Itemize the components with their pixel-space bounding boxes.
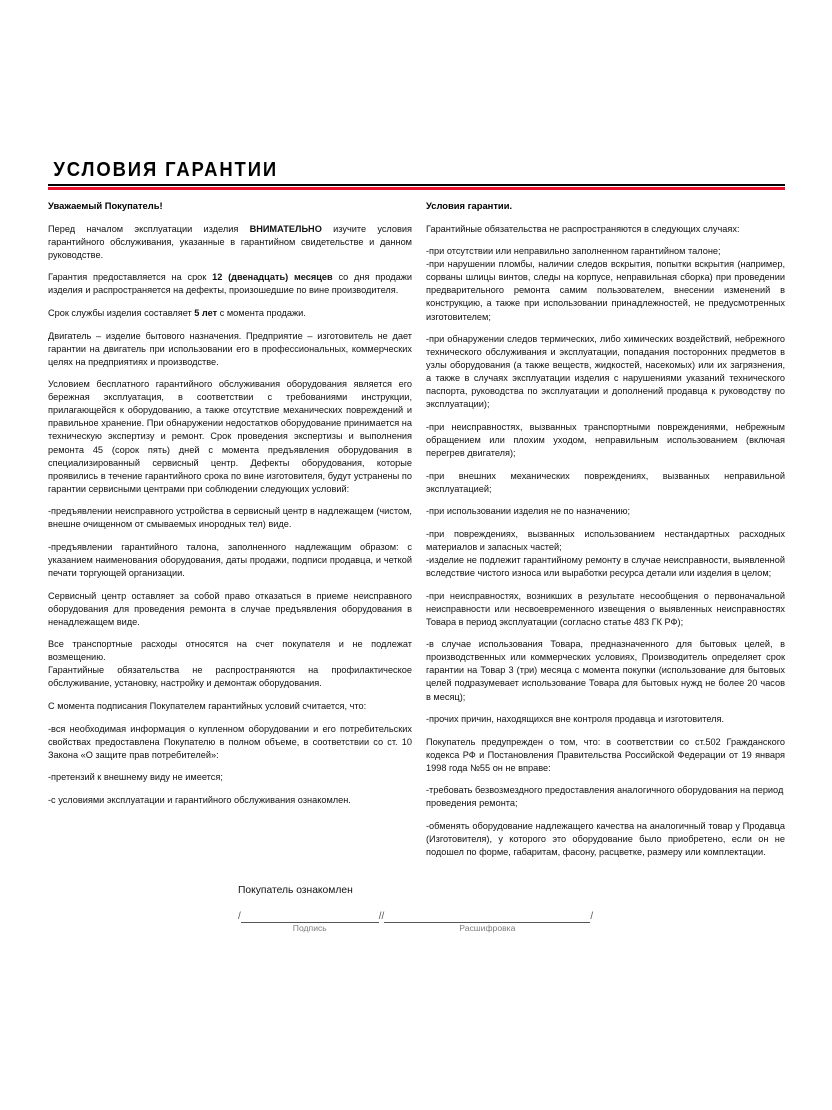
paragraph-information-provided: -вся необходимая информация о купленном оборудовании и его потребительских свойствах предоставлена Покупателю в полном объеме, в соответствии со ст. 10 Закона «О защите прав потребителей»: xyxy=(48,723,412,760)
column-gutter xyxy=(413,199,426,869)
exclusion-nonstandard-consumables: -при повреждениях, вызванных использованием нестандартных расходных материалов и запасных частей; xyxy=(426,528,785,552)
paragraph-service-life xyxy=(48,307,412,320)
emphasis-five-years: 5 лет xyxy=(194,307,218,318)
paragraph-exclusions-intro: Гарантийные обязательства не распространяются в следующих случаях: xyxy=(426,223,740,234)
paragraph-warranty-term xyxy=(48,271,412,297)
exclusion-transport-damage: -при неисправностях, вызванных транспортными повреждениями, небрежным обращением или плохим уходом, неправильным использованием (включая перегрев двигателя); xyxy=(426,421,785,459)
signature-area xyxy=(238,885,638,933)
right-column xyxy=(426,199,785,869)
paragraph-condition-warranty-coupon: -предъявлении гарантийного талона, заполненного надлежащим образом: с указанием наименования оборудования, даты продажи, подписи продавца, и четкой печати торгующей организации. xyxy=(48,541,412,579)
exclusion-thermal-chemical: -при обнаружении следов термических, либо химических воздействий, небрежного технического обслуживания и эксплуатации, попадания посторонних предметов в узлы оборудования (а также веществ, жидкостей, насекомых) или их загрязнения, а также в случаях эксплуатации изделия с нарушениями указаний технического паспорта, руководства по эксплуатации и дополнений продавца к руководству по эксплуатации); xyxy=(426,334,785,410)
exclusion-improper-use: -при использовании изделия не по назначению; xyxy=(426,506,631,517)
text-run: Гарантия предоставляется на срок xyxy=(48,272,213,283)
name-transcript-field[interactable] xyxy=(384,910,590,933)
slash-mark-left: / xyxy=(238,911,241,922)
paragraph-service-center-refusal: Сервисный центр оставляет за собой право отказаться в приеме неисправного оборудования для проведения ремонта в случае предъявления оборудования в ненадлежащем виде. xyxy=(48,590,412,627)
two-column-layout xyxy=(48,199,785,869)
page-title: УСЛОВИЯ ГАРАНТИИ xyxy=(53,158,279,181)
paragraph-no-preventive-maintenance: Гарантийные обязательства не распространяются на профилактическое обслуживание, установку, настройку и демонтаж оборудования. xyxy=(48,665,412,689)
restriction-exchange-goods: -обменять оборудование надлежащего качества на аналогичный товар у Продавца (Изготовителя), у которого это оборудование было приобретено, если он не подошел по форме, габаритам, фасону, расцветке, размеру или комплектации. xyxy=(426,820,785,858)
exclusion-missing-coupon: -при отсутствии или неправильно заполненном гарантийном талоне; xyxy=(426,246,721,257)
paragraph-buyer-warned: Покупатель предупрежден о том, что: в соответствии со ст.502 Гражданского кодекса РФ и Постановления Правительства Российской Федерации от 19 января 1998 года №55 он не вправе: xyxy=(426,736,785,773)
paragraph-familiar-with-conditions: -с условиями эксплуатации и гарантийного обслуживания ознакомлен. xyxy=(48,794,351,805)
paragraph-no-appearance-claims: -претензий к внешнему виду не имеется; xyxy=(48,772,223,783)
paragraph-upon-signing: С момента подписания Покупателем гарантийных условий считается, что: xyxy=(48,701,367,712)
text-run: Срок службы изделия составляет xyxy=(48,307,195,318)
exclusion-other-causes: -прочих причин, находящихся вне контроля продавца и изготовителя. xyxy=(426,714,725,725)
left-column xyxy=(48,199,413,869)
exclusion-late-notification: -при неисправностях, возникших в результате несообщения о первоначальной неисправности или несвоевременного извещения о выявленных неисправностях Товара в период эксплуатации (согласно статье 483 ГК РФ); xyxy=(426,590,785,627)
text-run: со дня продажи изделия и распространяется на дефекты, произошедшие по вине производителя. xyxy=(48,272,412,296)
document-body xyxy=(48,160,785,869)
restriction-replacement-equipment: -требовать безвозмездного предоставления аналогичного оборудования на период проведения ремонта; xyxy=(426,785,784,809)
text-run: с момента продажи. xyxy=(217,307,306,318)
title-rule-red xyxy=(48,187,785,190)
exclusion-broken-seal: -при нарушении пломбы, наличии следов вскрытия, попытки вскрытия (например, сорваны шлицы винтов, следы на корпусе, неправильная сборка) при проведении предварительного ремонта самим пользователем, внесении изменений в конструкцию, а также при использовании принадлежностей, не предусмотренных изготовителем; xyxy=(426,259,785,322)
paragraph-transport-costs: Все транспортные расходы относятся на счет покупателя и не подлежат возмещению. xyxy=(48,639,412,663)
signature-field-caption: Подпись xyxy=(292,923,327,933)
title-block xyxy=(48,160,785,190)
left-column-subheading: Уважаемый Покупатель! xyxy=(48,199,163,211)
paragraph-condition-clean-device: -предъявлении неисправного устройства в сервисный центр в надлежащем (чистом, внешне очищенном от смываемых инородных тел) виде. xyxy=(48,506,412,530)
exclusion-external-mechanical: -при внешних механических повреждениях, вызванных неправильной эксплуатацией; xyxy=(426,470,785,494)
emphasis-attentively: ВНИМАТЕЛЬНО xyxy=(249,223,322,234)
title-rule-black xyxy=(48,184,785,186)
text-run: изучите условия гарантийного обслуживания, указанные в гарантийном свидетельстве и данном руководстве. xyxy=(48,223,412,260)
slash-mark-middle: // xyxy=(378,911,385,922)
signature-field[interactable] xyxy=(241,910,379,933)
signature-lines xyxy=(238,910,638,933)
paragraph-read-carefully xyxy=(48,223,412,262)
exclusion-commercial-use: -в случае использования Товара, предназначенного для бытовых целей, в производственных или коммерческих условиях, Производитель определяет срок гарантии на Товар 3 (три) месяца с момента покупки (использование для бытовых целей подразумевает использование Товара для бытовых нужд не более 20 часов в месяц); xyxy=(426,639,785,702)
paragraph-engine-household-use: Двигатель – изделие бытового назначения. Предприятие – изготовитель не дает гарантии на двигатель при использовании его в профессиональных, коммерческих целях на предприятиях и производстве. xyxy=(48,330,412,367)
text-run: Перед началом эксплуатации изделия xyxy=(48,223,250,234)
slash-mark-right: / xyxy=(590,911,594,922)
exclusion-wear-and-tear: -изделие не подлежит гарантийному ремонту в случае неисправности, выявленной вследствие чистого износа или выработки ресурса детали или изделия в целом; xyxy=(426,554,785,579)
paragraph-free-service-conditions: Условием бесплатного гарантийного обслуживания оборудования является его бережная эксплуатация, в соответствии с требованиями инструкции, прилагающейся к оборудованию, а также отсутствие механических повреждений и правильное хранение. При обнаружении недостатков оборудование принимается на техническую экспертизу и ремонт. Срок проведения экспертизы и выполнения ремонта 45 (сорок пять) дней с момента предъявления оборудования в специализированный сервисный центр. Дефекты оборудования, которые проявились в течение гарантийного срока по вине изготовителя, будут устранены по гарантии сервисными центрами при соблюдении следующих условий: xyxy=(48,379,412,494)
right-column-subheading: Условия гарантии. xyxy=(426,199,513,211)
name-transcript-caption: Расшифровка xyxy=(459,923,516,933)
signature-heading: Покупатель ознакомлен xyxy=(238,885,353,896)
emphasis-twelve-months: 12 (двенадцать) месяцев xyxy=(212,272,333,283)
